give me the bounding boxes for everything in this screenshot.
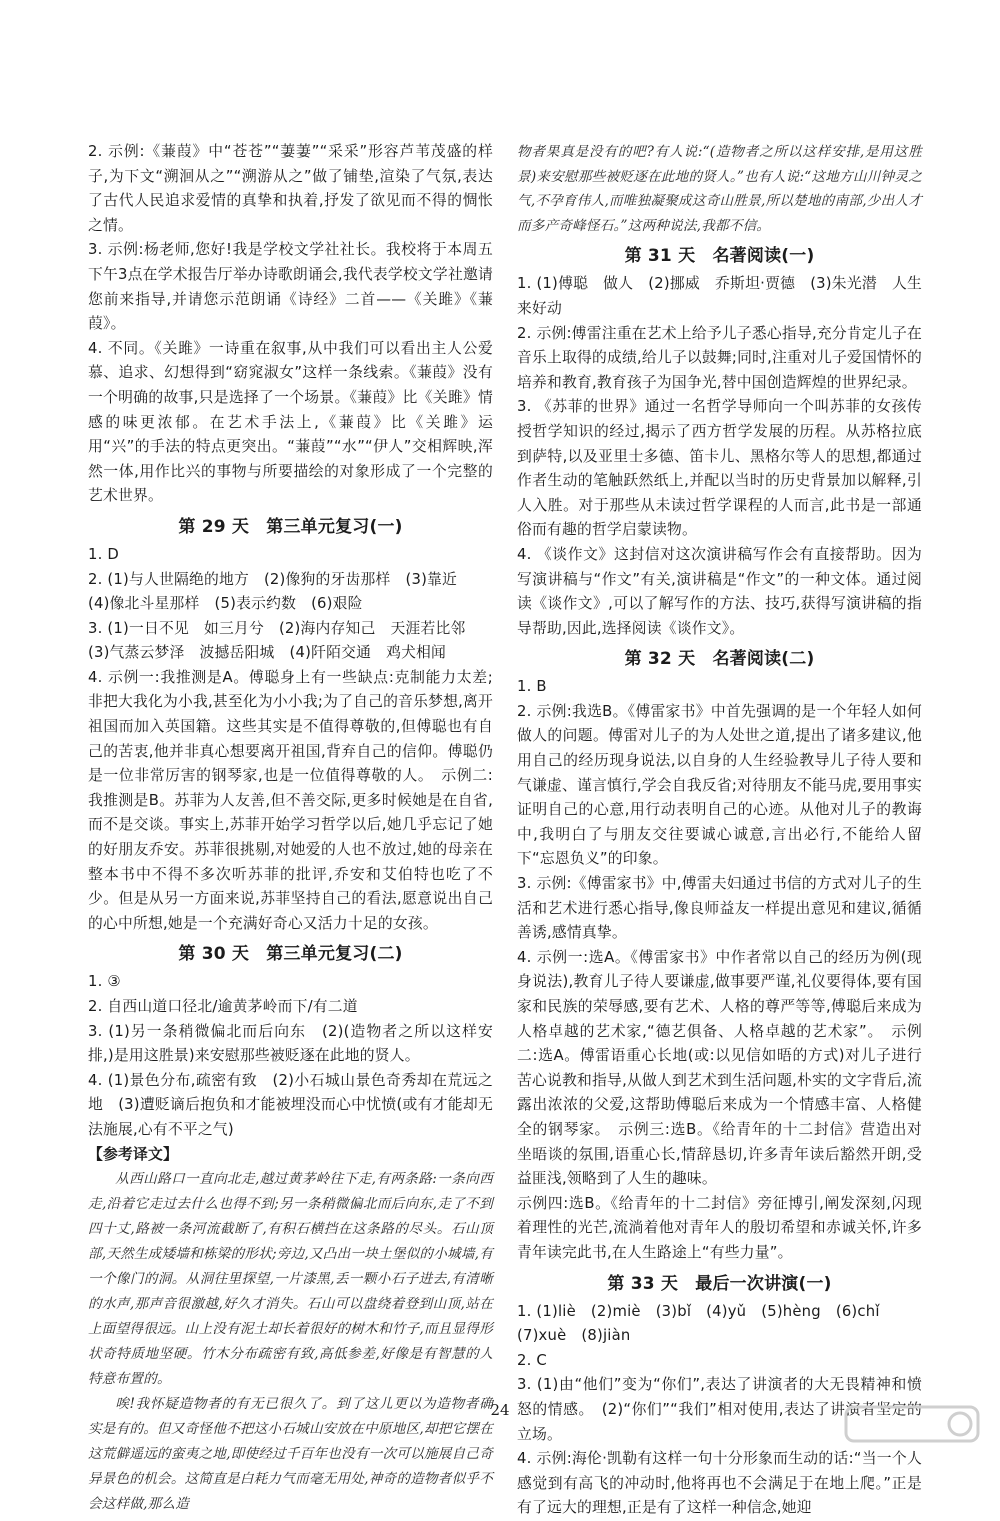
answer-paragraph: 2. 示例:我选B。《傅雷家书》中首先强调的是一个年轻人如何做人的问题。傅雷对儿子的为人处世之道,提出了诸多建议,他用自己的经历现身说法,以自身的人生经验教导儿子待人要和气谦虚、谨言慎行,学会自我反省;对待朋友不能马虎,要用事实证明自己的心意,用行动表明自己的心迹。从他对儿子的教诲中,我明白了与朋友交往要诚心诚意,言出必行,不能给人留下“忘恩负义”的印象。 [517,702,922,868]
section-heading-day-33: 第 33 天 最后一次讲演(一) [607,1273,832,1294]
answer-paragraph: 4. 《谈作文》这封信对这次演讲稿写作会有直接帮助。因为写演讲稿与“作文”有关,演讲稿是“作文”的一种文体。通过阅读《谈作文》,可以了解写作的方法、技巧,获得写演讲稿的指导帮助,因此,选择阅读《谈作文》。 [517,545,922,637]
answer-paragraph: 4. 示例一:选A。《傅雷家书》中作者常以自己的经历为例(现身说法),教育儿子待人要谦虚,做事要严谨,礼仪要得体,要有国家和民族的荣辱感,要有艺术、人格的尊严等等,傅聪后来成为人格卓越的艺术家,“德艺俱备、人格卓越的艺术家”。 示例二:选A。傅雷语重心长地(或:以见信如晤的方式)对儿子进行苦心说教和指导,从做人到艺术到生活问题,朴实的文字背后,流露出浓浓的父爱,这帮助傅聪后来成为一个情感丰富、人格健全的钢琴家。 示例三:选B。《给青年的十二封信》营造出对坐晤谈的氛围,语重心长,情辞恳切,许多青年读后豁然开朗,受益匪浅,领略到了人生的趣味。 [517,948,922,1188]
answer-paragraph: 3. 示例:《傅雷家书》中,傅雷夫妇通过书信的方式对儿子的生活和艺术进行悉心指导,像良师益友一样提出意见和建议,循循善诱,感情真挚。 [517,875,922,942]
answer-line: 1. ③ [88,973,121,991]
answer-paragraph: 4. 不同。《关雎》一诗重在叙事,从中我们可以看出主人公爱慕、追求、幻想得到“窈窕淑女”这样一条线索。《蒹葭》没有一个明确的故事,只是选择了一个场景。《蒹葭》比《关雎》情感的味更浓郁。在艺术手法上,《蒹葭》比《关雎》运用“兴”的手法的特点更突出。“蒹葭”“水”“伊人”交相辉映,浑然一体,用作比兴的事物与所要描绘的对象形成了一个完整的艺术世界。 [88,339,493,505]
answer-paragraph: 2. 示例:《蒹葭》中“苍苍”“萋萋”“采采”形容芦苇茂盛的样子,为下文“溯洄从之”“溯游从之”做了铺垫,渲染了气氛,表达了古代人民追求爱情的真挚和执着,抒发了欲见而不得的惆怅之情。 [88,143,493,234]
answer-line: 1. D [88,545,120,563]
right-column [517,140,922,1521]
answer-line: (4)像北斗星那样 (5)表示约数 (6)艰险 [88,595,363,613]
reference-translation-tag: 【参考译文】 [88,1145,178,1163]
section-heading-day-32: 第 32 天 名著阅读(二) [624,649,815,670]
answer-line: 1. (1)liè (2)miè (3)bǐ (4)yǔ (5)hèng (6)chǐ [517,1302,880,1320]
answer-paragraph: 3. (1)另一条稍微偏北而后向东 (2)(造物者之所以这样安排,)是用这胜景)来安慰那些被贬逐在此地的贤人。 [88,1022,493,1065]
answer-paragraph: 示例四:选B。《给青年的十二封信》旁征博引,阐发深刻,闪现着理性的光芒,流淌着他对青年人的殷切希望和赤诚关怀,许多青年读完此书,在人生路途上“有些力量”。 [517,1194,922,1261]
answer-line: 2. C [517,1351,547,1369]
translation-continuation: 物者果真是没有的吧?有人说:“(造物者之所以这样安排,是用这胜景)来安慰那些被贬逐在此地的贤人。”也有人说:“这地方山川钟灵之气,不孕育伟人,而唯独凝聚成这奇山胜景,所以楚地的南部,少出人才而多产奇峰怪石。”这两种说法,我都不信。 [517,144,922,234]
answer-line: 3. (1)一日不见 如三月兮 (2)海内存知己 天涯若比邻 [88,619,466,637]
answer-paragraph: 4. (1)景色分布,疏密有致 (2)小石城山景色奇秀却在荒远之地 (3)遭贬谪后抱负和才能被埋没而心中忧愤(或有才能却无法施展,心有不平之气) [88,1071,493,1138]
answer-paragraph: 3. 《苏菲的世界》通过一名哲学导师向一个叫苏菲的女孩传授哲学知识的经过,揭示了西方哲学发展的历程。从苏格拉底到萨特,以及亚里士多德、笛卡儿、黑格尔等人的思想,都通过作者生动的笔触跃然纸上,并配以当时的历史背景加以解释,引人入胜。对于那些从未读过哲学课程的人而言,此书是一部通俗而有趣的哲学启蒙读物。 [517,398,922,539]
answer-paragraph: 3. 示例:杨老师,您好!我是学校文学社社长。我校将于本周五下午3点在学术报告厅举办诗歌朗诵会,我代表学校文学社邀请您前来指导,并请您示范朗诵《诗经》二首——《关雎》《蒹葭》。 [88,241,493,333]
section-heading-day-30: 第 30 天 第三单元复习(二) [178,944,403,965]
answer-paragraph: 4. 示例一:我推测是A。傅聪身上有一些缺点:克制能力太差;非把大我化为小我,甚至化为小小我;为了自己的音乐梦想,离开祖国而加入英国籍。这些其实是不值得尊敬的,但傅聪也有自己的苦衷,他并非真心想要离开祖国,背弃自己的信仰。傅聪仍是一位非常厉害的钢琴家,也是一位值得尊敬的人。 示例二:我推测是B。苏菲为人友善,但不善交际,更多时候她是在自省,而不是交谈。事实上,苏菲开始学习哲学以后,她几乎忘记了她的好朋友乔安。苏菲很挑剔,对她爱的人也不放过,她的母亲在整本书中不得不多次听苏菲的批评,乔安和艾伯特也吃了不少。但是从另一方面来说,苏菲坚持自己的看法,愿意说出自己的心中所想,她是一个充满好奇心又活力十足的女孩。 [88,668,493,932]
answer-paragraph: 2. 示例:傅雷注重在艺术上给予儿子悉心指导,充分肯定儿子在音乐上取得的成绩,给儿子以鼓舞;同时,注重对儿子爱国情怀的培养和教育,教育孩子为国争光,替中国创造辉煌的世界纪录。 [517,324,922,391]
answer-line: 1. B [517,678,547,696]
answer-paragraph: 1. (1)傅聪 做人 (2)挪威 乔斯坦·贾德 (3)朱光潜 人生来好动 [517,275,922,317]
watermark-logo [842,1403,982,1465]
answer-line: 2. 自西山道口径北/逾黄茅岭而下/有二道 [88,998,358,1015]
left-column [88,140,493,1517]
answer-line: (3)气蒸云梦泽 波撼岳阳城 (4)阡陌交通 鸡犬相闻 [88,644,447,662]
answer-line: 2. (1)与人世隔绝的地方 (2)像狗的牙齿那样 (3)靠近 [88,570,458,588]
section-heading-day-29: 第 29 天 第三单元复习(一) [178,516,403,537]
answer-line: (7)xuè (8)jiàn [517,1327,631,1345]
translation-paragraph: 从西山路口一直向北走,越过黄茅岭往下走,有两条路:一条向西走,沿着它走过去什么也得不到;另一条稍微偏北而后向东,走了不到四十丈,路被一条河流截断了,有积石横挡在这条路的尽头。石山顶部,天然生成矮墙和栋梁的形状;旁边,又凸出一块土堡似的小城墙,有一个像门的洞。从洞往里探望,一片漆黑,丢一颗小石子进去,有清晰的水声,那声音很激越,好久才消失。石山可以盘绕着登到山顶,站在上面望得很远。山上没有泥土却长着很好的树木和竹子,而且显得形状奇特质地坚硬。竹木分布疏密有致,高低参差,好像是有智慧的人特意布置的。 [88,1171,493,1388]
page-number: 24 [490,1401,510,1419]
watermark-badge [949,1413,971,1435]
answer-paragraph: 3. (1)由“他们”变为“你们”,表达了讲演者的大无畏精神和愤怒的情感。 (2)“你们”“我们”相对使用,表达了讲演者坚定的立场。 [517,1376,922,1443]
translation-paragraph: 唉!我怀疑造物者的有无已很久了。到了这儿更以为造物者确实是有的。但又奇怪他不把这小石城山安放在中原地区,却把它摆在这荒僻遥远的蛮夷之地,即使经过千百年也没有一次可以施展自己奇异景色的机会。这简直是白耗力气而毫无用处,神奇的造物者似乎不会这样做,那么造 [88,1396,493,1513]
section-heading-day-31: 第 31 天 名著阅读(一) [624,246,815,267]
answer-paragraph: 4. 示例:海伦·凯勒有这样一句十分形象而生动的话:“当一个人感觉到有高飞的冲动时,他将再也不会满足于在地上爬。”正是有了远大的理想,正是有了这样一种信念,她迎 [517,1450,922,1517]
